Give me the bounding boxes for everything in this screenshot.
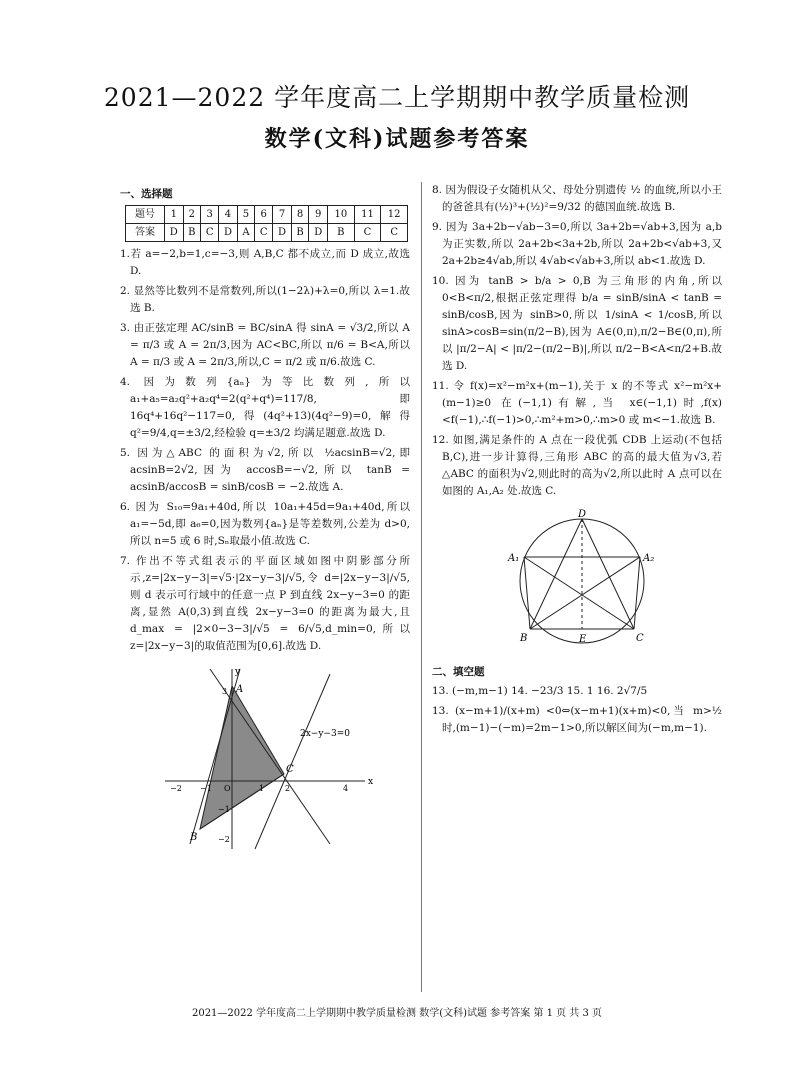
table-cell: B xyxy=(183,224,201,242)
table-cell: B xyxy=(291,224,309,242)
point-label-a: A xyxy=(236,684,244,695)
chord-a1b xyxy=(524,557,530,629)
table-row xyxy=(126,206,408,224)
left-column xyxy=(120,182,410,860)
point-label-a1: A₁ xyxy=(508,553,520,564)
answer-item-5: 5. 因为△ABC 的面积为√2,所以 ½acsinB=√2,即 acsinB=2√2,因为 accosB=−√2,所以 tanB = acsinB/accosB = sinB/cosB = −2.故选 A. xyxy=(120,447,410,493)
axis-label-y: y xyxy=(235,667,241,677)
table-cell: D xyxy=(309,224,328,242)
table-cell: 3 xyxy=(201,206,219,224)
axis-label-x: x xyxy=(368,777,374,787)
table-cell: C xyxy=(255,224,273,242)
answer-item-2: 2. 显然等比数列不是常数列,所以(1−2λ)+λ=0,所以 λ=1.故选 B. xyxy=(120,285,410,314)
tick-label: −1 xyxy=(218,805,230,814)
answer-item-9: 9. 因为 3a+2b−√ab−3=0,所以 3a+2b=√ab+3,因为 a,b 为正实数,所以 2a+2b<3a+2b,所以 2a+2b<√ab+3,又 2a+2b≥4√ab,所以 4√ab<√ab+3,所以 ab<1.故选 D. xyxy=(432,221,722,267)
circle-diagram xyxy=(502,509,662,654)
table-cell: D xyxy=(273,224,292,242)
tick-label: 4 xyxy=(343,784,349,793)
tick-label: −1 xyxy=(200,784,212,793)
point-label-a2: A₂ xyxy=(643,553,655,564)
line-label: 2x−y−3=0 xyxy=(300,729,350,739)
table-cell: 8 xyxy=(291,206,309,224)
table-cell: B xyxy=(328,224,355,242)
column-divider xyxy=(421,182,422,992)
table-cell: 11 xyxy=(354,206,381,224)
answer-item-7: 7. 作出不等式组表示的平面区域如图中阴影部分所示,z=|2x−y−3|=√5·|2x−y−3|/√5,令 d=|2x−y−3|/√5,则 d 表示可行域中的任意一点 P 到直线 2x−y−3=0 的距离,显然 A(0,3)到直线 2x−y−3=0 的距离为最大,且 d_max = |2×0−3−3|/√5 = 6/√5,d_min=0,所以 z=|2x−y−3|的取值范围为[0,6].故选 D. xyxy=(120,555,410,652)
feasible-region-graph xyxy=(160,664,380,854)
answer-item-12: 12. 如图,满足条件的 A 点在一段优弧 CDB 上运动(不包括 B,C),进一步计算得,三角形 ABC 的高的最大值为√3,若△ABC 的面积为√2,则此时的高为√2,所以此时 A 点可以在如图的 A₁,A₂ 处.故选 C. xyxy=(432,434,722,497)
shaded-region xyxy=(200,686,284,829)
answer-item-4: 4. 因为数列{aₙ}为等比数列,所以 a₁+a₅=a₂q²+a₂q⁴=2(q²+q⁴)=117/8,即 16q⁴+16q²−117=0,得(4q²+13)(4q²−9)=0,解得 q²=9/4,q=±3/2,经检验 q=±3/2 均满足题意.故选 D. xyxy=(120,376,410,439)
point-label-c: C xyxy=(636,633,644,644)
answer-item-11: 11. 令 f(x)=x²−m²x+(m−1),关于 x 的不等式 x²−m²x+(m−1)≥0 在(−1,1)有解,当 x∈(−1,1)时,f(x)<f(−1),∴f(−1)>0,∴m²+m>0,∴m>0 或 m<−1.故选 B. xyxy=(432,380,722,426)
table-row xyxy=(126,224,408,242)
table-cell: 6 xyxy=(255,206,273,224)
table-cell: 5 xyxy=(237,206,254,224)
answer-item-8: 8. 因为假设子女随机从父、母处分别遗传 ½ 的血统,所以小王的爸爸具有(½)³+(½)²=9/32 的德国血统.故选 B. xyxy=(432,184,722,213)
answer-item-13: 13. (x−m+1)/(x+m) <0⇔(x−m+1)(x+m)<0,当 m>½ 时,(m−1)−(−m)=2m−1>0,所以解区间为(−m,m−1). xyxy=(432,705,722,734)
origin-label: O xyxy=(224,784,231,793)
table-cell: C xyxy=(201,224,219,242)
chord-a2c xyxy=(634,557,640,629)
table-cell: 4 xyxy=(219,206,238,224)
tick-label: −2 xyxy=(170,784,182,793)
right-column xyxy=(432,182,722,740)
answer-item-10: 10. 因为 tanB > b/a > 0,B 为三角形的内角,所以 0<B<π/2,根据正弦定理得 b/a = sinB/sinA < tanB = sinB/cosB,因为 sinB>0,所以 1/sinA < 1/cosB,所以 sinA>cosB=sin(π/2−B),因为 A∈(0,π),π/2−B∈(0,π),所以 |π/2−A| < |π/2−(π/2−B)|,所以 π/2−B<A<π/2+B.故选 D. xyxy=(432,275,722,372)
table-cell: 2 xyxy=(183,206,201,224)
table-cell: 7 xyxy=(273,206,292,224)
answer-item-6: 6. 因为 S₁₀=9a₁+40d,所以 10a₁+45d=9a₁+40d,所以 a₁=−5d,即 a₆=0,因为数列{aₙ}是等差数列,公差为 d>0,所以 n=5 或 6 时,Sₙ取最小值.故选 C. xyxy=(120,501,410,547)
table-cell: D xyxy=(219,224,238,242)
section-heading-fill: 二、填空题 xyxy=(432,666,485,678)
tick-label: −2 xyxy=(218,835,230,844)
tick-label: 3 xyxy=(222,687,228,696)
row-label: 答案 xyxy=(126,224,165,242)
table-cell: D xyxy=(164,224,183,242)
table-cell: 12 xyxy=(381,206,408,224)
table-cell: C xyxy=(354,224,381,242)
tick-label: 2 xyxy=(285,784,291,793)
table-cell: A xyxy=(237,224,254,242)
point-label-c: C xyxy=(286,764,294,775)
table-cell: 9 xyxy=(309,206,328,224)
table-cell: C xyxy=(381,224,408,242)
fill-answers-line: 13. (−m,m−1) 14. −23/3 15. 1 16. 2√7/5 xyxy=(432,685,648,697)
point-label-d: D xyxy=(578,509,587,520)
table-cell: 1 xyxy=(164,206,183,224)
row-label: 题号 xyxy=(126,206,165,224)
document-subtitle: 数学(文科)试题参考答案 xyxy=(264,126,530,152)
point-label-b: B xyxy=(520,633,528,644)
point-label-b: B xyxy=(190,832,198,843)
answer-table xyxy=(125,205,408,242)
document-title: 2021—2022 学年度高二上学期期中教学质量检测 xyxy=(103,83,691,112)
table-cell: 10 xyxy=(328,206,355,224)
answer-item-3: 3. 由正弦定理 AC/sinB = BC/sinA 得 sinA = √3/2,所以 A = π/3 或 A = 2π/3,因为 AC<BC,所以 π/6 = B<A,所以 A = π/3 或 A = 2π/3,所以,C = π/2 或 π/6.故选 C. xyxy=(120,322,410,368)
page-footer: 2021—2022 学年度高二上学期期中教学质量检测 数学(文科)试题 参考答案 第 1 页 共 3 页 xyxy=(191,1008,603,1019)
answer-item-1: 1.若 a=−2,b=1,c=−3,则 A,B,C 都不成立,而 D 成立,故选 D. xyxy=(120,248,410,277)
section-heading-choice: 一、选择题 xyxy=(120,188,173,200)
point-label-e: E xyxy=(579,634,587,645)
tick-label: 1 xyxy=(259,784,265,793)
